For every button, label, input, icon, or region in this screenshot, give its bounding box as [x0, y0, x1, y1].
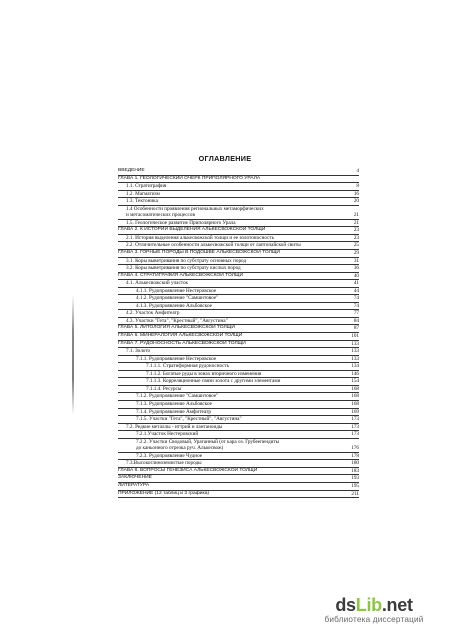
toc-entry-page: 133: [351, 348, 359, 355]
toc-entry-title: ЛИТЕРАТУРА: [118, 482, 150, 488]
toc-entry-page: 168: [351, 393, 359, 400]
toc-entry-title: 1.3. Тектоника: [126, 198, 158, 205]
toc-entry-title: 7.1.1. Рудопроявление Нестеровское: [136, 355, 217, 362]
toc-entry: [118, 431, 359, 439]
toc-entry: [118, 212, 359, 220]
toc-entry-page: 77: [353, 310, 359, 317]
toc-entry: [118, 356, 359, 364]
toc-entry-title: 7.2.3. Рудопроявление Чудное: [136, 452, 203, 459]
toc-entry: [118, 378, 359, 386]
toc-entry: [118, 250, 359, 258]
toc-entry-page: 20: [353, 198, 359, 205]
toc-entry-title: ГЛАВА 8. ВОПРОСЫ ГЕНЕЗИСА АЛЬКЕСВОЖСКОЙ ТОЛЩИ: [118, 467, 258, 473]
toc-entry: [118, 295, 359, 303]
toc-entry-title: 7.1. Золото: [126, 348, 151, 355]
toc-entry-page: 41: [353, 280, 359, 287]
toc-entry-title: ПРИЛОЖЕНИЕ (12 таблиц и 3 графика): [118, 490, 210, 496]
toc-entry-page: 173: [351, 423, 359, 430]
toc-entry-title: 4.1.2. Рудопроявление "Самшитовое": [136, 295, 219, 302]
toc-entry: [118, 348, 359, 356]
toc-entry-page: 178: [351, 452, 359, 459]
toc-entry-title: 7.2.2. Участки Сводовый, Ураганный (от кара оз. Грубеепендиты: [136, 438, 280, 445]
toc-entry-page: 84: [353, 317, 359, 324]
toc-entry-title: 1.4 Особенности проявления региональных метаморфических: [126, 205, 264, 212]
toc-entry: [118, 341, 359, 349]
toc-entry-title: 2.1. История выделения алькесвожской толщи и ее золотоносность: [126, 234, 275, 241]
toc-entry-page: 29: [353, 250, 359, 257]
toc-entry-title: 1.1. Стратиграфия: [126, 183, 167, 190]
toc-entry-title: ГЛАВА 3. ГОРНЫЕ ПОРОДЫ В ПОДОШВЕ АЛЬКЕСВОЖСКОЙ ТОЛЩИ: [118, 250, 280, 256]
toc-entry-title: 3.1. Коры выветривания по субстрату основных пород: [126, 257, 247, 264]
toc-entry-page: 101: [351, 333, 359, 340]
toc-entry-title: 7.1.1.1. Стратиформная рудоносность: [146, 363, 230, 370]
logo-part-lib: Lib: [355, 595, 382, 615]
toc-entry-title: 7.2.1.Участок Нестеровский: [136, 431, 199, 438]
logo-part-ds: ds: [335, 595, 356, 615]
toc-entry: [118, 445, 359, 453]
toc-entry: [118, 483, 359, 491]
toc-entry-title: 7.1.5. Участки "Гета", "Крестный", "Августина": [136, 416, 242, 423]
toc-entry-title: 7.1.4. Рудопроявление Амфитеатр: [136, 408, 211, 415]
toc-entry-page: 146: [351, 370, 359, 377]
toc-entry: [118, 424, 359, 432]
scan-shadow-edge: [72, 295, 74, 415]
toc-entry-page: 195: [351, 482, 359, 489]
toc-entry: [118, 318, 359, 326]
toc-entry: [118, 235, 359, 243]
toc-entry: [118, 491, 359, 499]
toc-entry-page: 168: [351, 385, 359, 392]
toc-entry: [118, 176, 359, 184]
toc-entry: [118, 168, 359, 176]
toc-entry: [118, 183, 359, 191]
toc-entry-title: 1.5. Геологическое развитие Приполярного Урала: [126, 219, 236, 226]
toc-entry-title: до каньонного отрезка руч. Алькесвож): [136, 445, 224, 452]
toc-entry-page: 74: [353, 302, 359, 309]
toc-entry-page: 25: [353, 242, 359, 249]
toc-entry-title: ГЛАВА 2. К ИСТОРИИ ВЫДЕЛЕНИЯ АЛЬКЕСВОЖСКОЙ ТОЛЩИ: [118, 227, 266, 233]
toc-entry: [118, 401, 359, 409]
toc-entry-page: 211: [351, 490, 359, 497]
toc-entry: [118, 191, 359, 199]
toc-entry: [118, 416, 359, 424]
toc-entry: [118, 280, 359, 288]
toc-entry: [118, 303, 359, 311]
toc-entry-title: 7.1.2. Рудопроявление "Самшитовое": [136, 393, 219, 400]
toc-entry: [118, 325, 359, 333]
toc-entry: [118, 265, 359, 273]
toc-entry-page: 193: [351, 475, 359, 482]
toc-entry: [118, 258, 359, 266]
toc-entry: [118, 409, 359, 417]
toc-entry: [118, 468, 359, 476]
toc-entry-page: 173: [351, 431, 359, 438]
toc-entry-title: 7.3.Высокоглиноземистые породы: [126, 460, 202, 467]
toc-entry: [118, 363, 359, 371]
dslib-watermark: [314, 596, 434, 624]
dslib-logo: [314, 596, 434, 614]
toc-entry: [118, 386, 359, 394]
toc-entry-page: 21: [353, 212, 359, 219]
toc-entry-title: ГЛАВА 6. МИНЕРАЛОГИЯ АЛЬКЕСВОЖСКОЙ ТОЛЩИ: [118, 333, 243, 339]
toc-entry-page: 16: [353, 190, 359, 197]
toc-entry-page: 44: [353, 287, 359, 294]
table-of-contents: [118, 168, 359, 498]
toc-entry-title: ГЛАВА 4. СТРАТИГРАФИЯ АЛЬКЕСВОЖСКОЙ ТОЛЩИ: [118, 272, 243, 278]
toc-entry: [118, 310, 359, 318]
toc-entry-title: 4.2. Участок Амфитеатр: [126, 310, 180, 317]
toc-entry-page: 31: [353, 257, 359, 264]
toc-entry-page: 36: [353, 265, 359, 272]
toc-entry-page: 134: [351, 363, 359, 370]
logo-part-net: .net: [381, 595, 413, 615]
toc-entry-title: 2.2. Отличительные особенности алькесвожской толщи от лаптопайской свиты: [126, 242, 301, 249]
toc-entry: [118, 453, 359, 461]
toc-entry: [118, 475, 359, 483]
toc-entry-title: ГЛАВА 1. ГЕОЛОГИЧЕСКИЙ ОЧЕРК ПРИПОЛЯРНОГО УРАЛА: [118, 175, 261, 181]
toc-entry-page: 154: [351, 378, 359, 385]
toc-entry-page: 4: [356, 168, 359, 174]
toc-entry-title: ГЛАВА 5. ЛИТОЛОГИЯ АЛЬКЕСВОЖСКОЙ ТОЛЩИ: [118, 325, 235, 331]
page-title: ОГЛАВЛЕНИЕ: [198, 154, 252, 163]
toc-entry-page: 133: [351, 355, 359, 362]
toc-entry-title: ГЛАВА 7. РУДОНОСНОСТЬ АЛЬКЕСВОЖСКОЙ ТОЛЩИ: [118, 340, 246, 346]
toc-entry-page: 23: [353, 227, 359, 234]
toc-entry-title: 3.2. Коры выветривания по субстрату кислых пород: [126, 265, 241, 272]
toc-entry-page: 183: [351, 467, 359, 474]
toc-entry: [118, 242, 359, 250]
toc-entry-page: 8: [356, 183, 359, 190]
toc-entry-title: 7.1.1.4. Ресурсы: [146, 385, 182, 392]
toc-entry-title: 7.1.3. Рудопроявление Альбовское: [136, 400, 212, 407]
toc-entry: [118, 198, 359, 206]
toc-entry-page: 40: [353, 272, 359, 279]
toc-entry-title: 1.2. Магматизм: [126, 190, 160, 197]
watermark-subtitle: библиотека диссертаций: [324, 615, 424, 624]
toc-entry: [118, 273, 359, 281]
toc-entry: [118, 227, 359, 235]
toc-entry-page: 74: [353, 295, 359, 302]
toc-entry-title: ЗАКЛЮЧЕНИЕ: [118, 475, 152, 481]
toc-entry-title: 7.1.1.3. Корреляционные связи золота с другими элементами: [146, 378, 281, 385]
toc-entry-title: и метасоматических процессов: [126, 212, 195, 219]
toc-entry-title: 4.1. Алькесвожский участок: [126, 280, 189, 287]
toc-entry: [118, 288, 359, 296]
toc-entry: [118, 393, 359, 401]
toc-entry-page: 173: [351, 416, 359, 423]
toc-entry-page: 21: [353, 219, 359, 226]
toc-entry: [118, 460, 359, 468]
toc-entry-page: 169: [351, 408, 359, 415]
toc-entry-page: 168: [351, 400, 359, 407]
toc-entry-page: 23: [353, 234, 359, 241]
toc-entry-title: 4.3. Участки "Гета", "Крестный", "Августина": [126, 317, 228, 324]
toc-entry-page: 180: [351, 460, 359, 467]
toc-entry-title: 7.1.1.2. Богатые руды в зонах вторичного изменения: [146, 370, 262, 377]
toc-entry: [118, 371, 359, 379]
toc-entry: [118, 220, 359, 228]
toc-entry-page: 87: [353, 325, 359, 332]
toc-entry-title: 7.2. Редкие металлы - иттрий и лантаноиды: [126, 423, 223, 430]
toc-entry-title: 4.1.3. Рудопроявление Альбовское: [136, 302, 212, 309]
toc-entry: [118, 333, 359, 341]
toc-entry-title: ВВЕДЕНИЕ: [118, 168, 145, 173]
toc-entry-page: 176: [351, 445, 359, 452]
toc-entry-title: 4.1.1. Рудопроявление Нестеровское: [136, 287, 217, 294]
toc-entry-page: 133: [351, 340, 359, 347]
